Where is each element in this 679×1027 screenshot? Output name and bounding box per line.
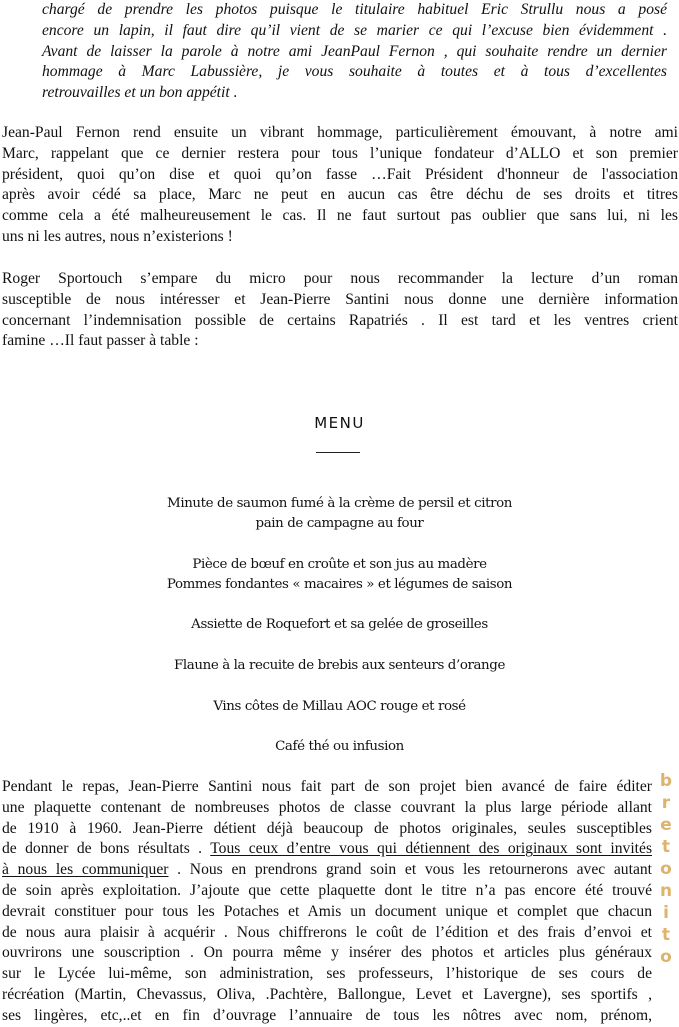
watermark-letter: o	[660, 859, 672, 879]
menu-item-line: pain de campagne au four	[255, 516, 424, 531]
underlined-invitation: Tous ceux d’entre vous qui détiennent des originaux sont invités	[210, 840, 653, 858]
fernon-line: comme cela a été malheureusement le cas. Il ne faut surtout pas oublier que sans lui, ni les	[2, 207, 678, 225]
menu-item-dessert	[0, 656, 679, 676]
fernon-line: Jean-Paul Fernon rend ensuite un vibrant hommage, particulièrement émouvant, à notre ami	[2, 124, 678, 141]
intro-line: hommage à Marc Labussière, je vous souhaite à toutes et à tous d’excellentes	[42, 63, 667, 81]
intro-line: encore un lapin, il faut dire qu’il vient de se marier ce qui l’excuse bien évidemment .	[42, 21, 667, 39]
santini-line: Pendant le repas, Jean-Pierre Santini nous fait part de son projet bien avancé de faire éditer	[2, 778, 652, 795]
santini-line: ouvrirons une souscription . On pourra même y insérer des photos et articles plus généraux	[2, 944, 652, 962]
fernon-line: après avoir cédé sa place, Marc ne peut en aucun cas être déchu de ses droits et titres	[2, 186, 678, 204]
watermark-letter: n	[659, 881, 673, 901]
menu-item-line: Vins côtes de Millau AOC rouge et rosé	[213, 699, 466, 714]
santini-line	[2, 860, 652, 881]
santini-line: de nous aura plaisir à acquérir . Nous chiffrerons le coût de l’édition et des frais d’envoi et	[2, 923, 652, 941]
menu-item-line: Café thé ou infusion	[275, 739, 404, 754]
watermark-letter: o	[660, 947, 672, 967]
fernon-line: uns ni les autres, nous n’existerions !	[2, 227, 233, 245]
menu-item-starter	[0, 494, 679, 534]
santini-line: de soin après exploitation. J’ajoute que cette plaquette dont le titre n’a pas encore été trouvé	[2, 881, 652, 899]
intro-line: Avant de laisser la parole à notre ami JeanPaul Fernon , qui souhaite rendre un dernier	[42, 42, 667, 60]
menu-item-main	[0, 555, 679, 595]
menu-item-line: Assiette de Roquefort et sa gelée de groseilles	[191, 617, 488, 632]
santini-line	[2, 839, 652, 860]
sportouch-line: Roger Sportouch s’empare du micro pour nous recommander la lecture d’un roman	[2, 270, 678, 287]
watermark-letter: t	[661, 925, 671, 945]
santini-line: récréation (Martin, Chevassus, Oliva, .Pachtère, Ballongue, Levet et Lavergne), ses sportifs ,	[2, 985, 652, 1003]
fernon-paragraph	[2, 123, 678, 248]
watermark-letter: i	[663, 903, 669, 923]
watermark-letter: e	[660, 815, 672, 835]
sportouch-paragraph	[2, 269, 678, 352]
sportouch-line: concernant l’indemnisation possible de certains Rapatriés . Il est tard et les ventres crient	[2, 311, 678, 329]
menu-item-line: Flaune à la recuite de brebis aux senteurs d’orange	[174, 658, 505, 673]
santini-line: de 1910 à 1960. Jean-Pierre détient déjà beaucoup de photos originales, seules susceptibles	[2, 819, 652, 837]
fernon-line: Marc, rappelant que ce dernier restera pour tous l’unique fondateur d’ALLO et son premier	[2, 144, 678, 162]
watermark-letter: t	[661, 837, 671, 857]
santini-line: devrait constituer pour tous les Potaches et Amis un document unique et complet que chacun	[2, 902, 652, 920]
santini-line: une plaquette contenant de nombreuses photos de classe couvrant la plus large période allant	[2, 798, 652, 816]
sportouch-line: famine …Il faut passer à table :	[2, 332, 199, 350]
menu-title: MENU	[314, 414, 365, 432]
santini-line: ses lingères, etc,..et en fin d’ouvrage l’annuaire de tous les nôtres avec nom, prénom,	[2, 1006, 652, 1024]
menu-item-line: Pommes fondantes « macaires » et légumes de saison	[166, 577, 513, 592]
santini-text: de donner de bons résultats .	[2, 840, 211, 858]
menu-item-wine	[0, 697, 679, 717]
intro-line: chargé de prendre les photos puisque le titulaire habituel Eric Strullu nous a posé	[42, 1, 667, 18]
menu-divider	[316, 452, 360, 453]
watermark-letter: b	[659, 771, 673, 791]
fernon-line: président, quoi qu’on dise et quoi qu’on fasse …Fait Président d'honneur de l'association	[2, 165, 678, 183]
underlined-invitation: à nous les communiquer	[2, 861, 169, 879]
intro-italic-paragraph	[42, 0, 667, 104]
watermark-letter: r	[661, 793, 671, 813]
menu-item-line: Pièce de bœuf en croûte et son jus au madère	[192, 557, 487, 572]
menu-item-coffee	[0, 737, 679, 757]
menu-item-cheese	[0, 615, 679, 635]
santini-text: . Nous en prendrons grand soin et vous les retournerons avec autant	[168, 861, 652, 879]
santini-paragraph	[2, 777, 652, 1027]
intro-line: retrouvailles et un bon appétit .	[42, 84, 238, 102]
menu-item-line: Minute de saumon fumé à la crème de persil et citron	[167, 496, 512, 511]
santini-line: sur le Lycée lui-même, son administration, ses professeurs, l’historique de ses cours de	[2, 965, 652, 983]
sportouch-line: susceptible de nous intéresser et Jean-Pierre Santini nous donne une dernière information	[2, 290, 678, 308]
side-watermark	[654, 770, 678, 968]
